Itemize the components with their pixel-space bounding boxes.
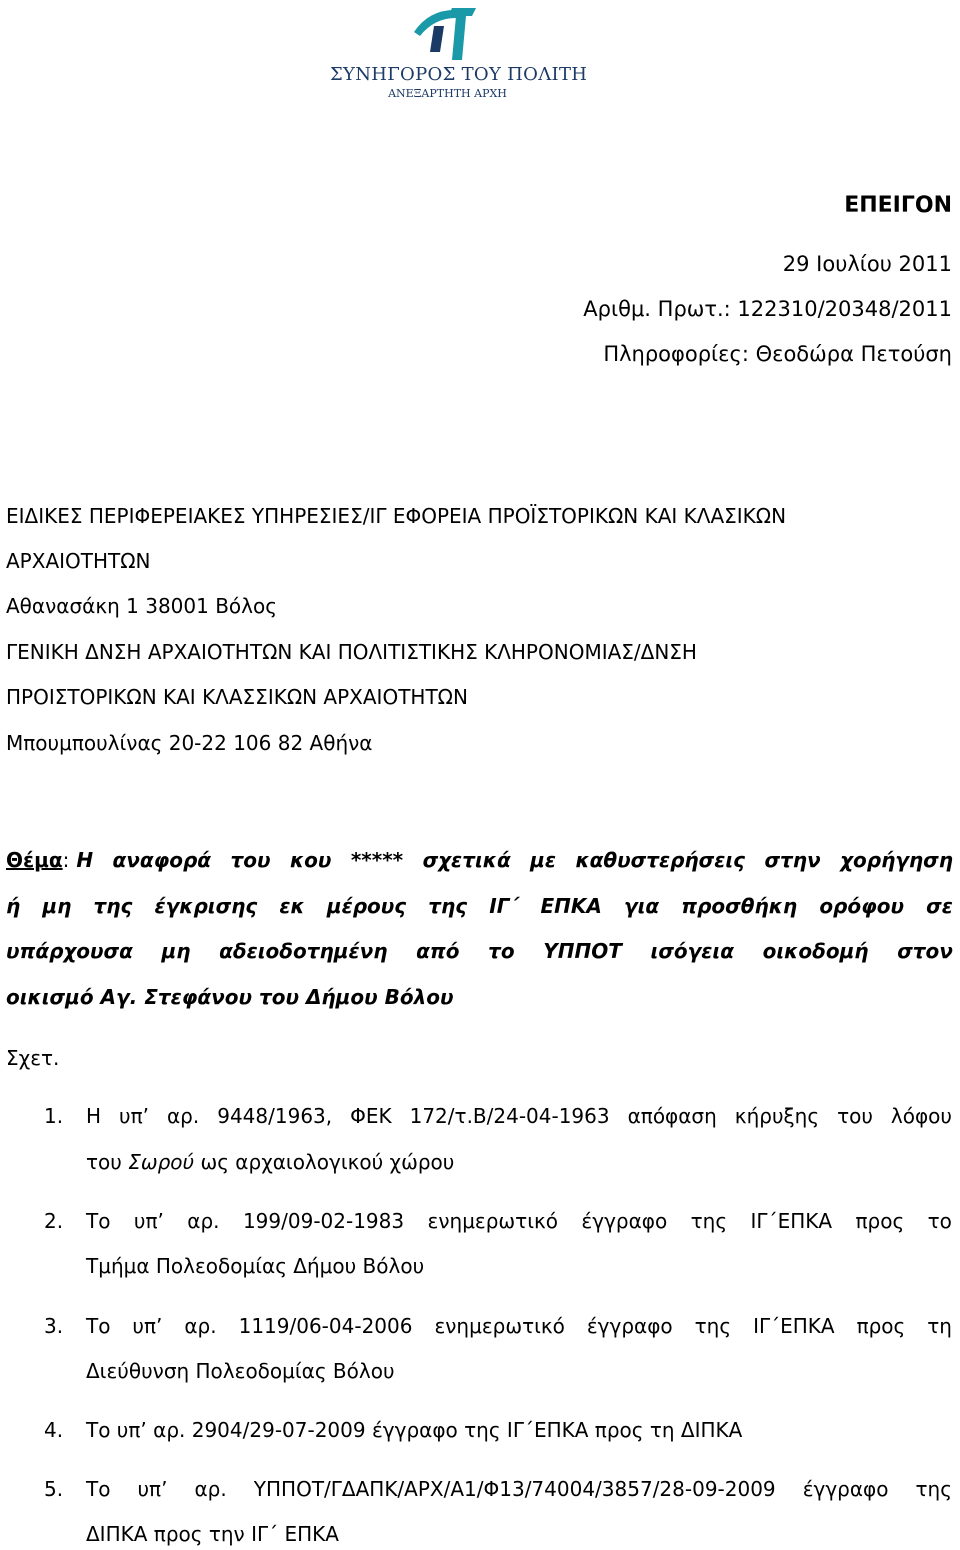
- subject-word: καθυστερήσεις: [575, 848, 746, 872]
- reference-word: προς: [855, 1209, 905, 1233]
- subject-word: οικοδομή: [762, 939, 869, 963]
- reference-word: υπ’: [137, 1477, 168, 1501]
- reference-number: 2.: [44, 1209, 64, 1233]
- reference-word: 1119/06-04-2006: [238, 1314, 413, 1338]
- subject-word: από: [416, 939, 460, 963]
- place-name-italic: Σωρού: [128, 1150, 195, 1174]
- subject-word: προσθήκη: [681, 894, 798, 918]
- reference-word: υπ’: [119, 1104, 150, 1128]
- reference-line: [86, 1104, 952, 1128]
- reference-number: 4.: [44, 1418, 64, 1442]
- subject-word: σχετικά: [422, 848, 511, 872]
- subject-word: της: [93, 894, 133, 918]
- subject-line: [6, 939, 953, 963]
- subject-line: οικισμό Αγ. Στεφάνου του Δήμου Βόλου: [6, 985, 454, 1009]
- subject-line: [6, 848, 953, 872]
- subject-word: ΕΠΚΑ: [540, 894, 602, 918]
- subject-word: αδειοδοτημένη: [219, 939, 388, 963]
- subject-word: μη: [42, 894, 72, 918]
- subject-word: ορόφου: [819, 894, 904, 918]
- reference-word: της: [694, 1314, 732, 1338]
- reference-word: έγγραφο: [802, 1477, 889, 1501]
- reference-word: έγγραφο: [581, 1209, 668, 1233]
- reference-word: του: [837, 1104, 873, 1128]
- reference-word: 9448/1963,: [217, 1104, 333, 1128]
- logo-subtitle: ΑΝΕΞΑΡΤΗΤΗ ΑΡΧΗ: [388, 87, 507, 100]
- reference-word: αρ.: [184, 1314, 217, 1338]
- reference-word: ενημερωτικό: [427, 1209, 558, 1233]
- subject-word: ΥΠΠΟΤ: [543, 939, 622, 963]
- subject-word: με: [530, 848, 556, 872]
- reference-line-justified: [86, 1209, 952, 1233]
- subject-head: [6, 848, 93, 872]
- reference-word: αρ.: [187, 1209, 220, 1233]
- reference-word: τη: [927, 1314, 952, 1338]
- reference-word: κήρυξης: [734, 1104, 820, 1128]
- reference-word: της: [915, 1477, 952, 1501]
- reference-number: 3.: [44, 1314, 64, 1338]
- protocol-number: Αριθμ. Πρωτ.: 122310/20348/2011: [583, 297, 952, 321]
- reference-line: Διεύθυνση Πολεοδομίας Βόλου: [86, 1359, 395, 1383]
- reference-word: υπ’: [132, 1314, 163, 1338]
- recipient-line: ΕΙΔΙΚΕΣ ΠΕΡΙΦΕΡΕΙΑΚΕΣ ΥΠΗΡΕΣΙΕΣ/ΙΓ ΕΦΟΡΕΙΑ ΠΡΟΪΣΤΟΡΙΚΩΝ ΚΑΙ ΚΛΑΣΙΚΩΝ: [6, 504, 787, 528]
- references-label: Σχετ.: [6, 1046, 60, 1070]
- reference-line: [86, 1477, 952, 1501]
- subject-line-justified: [6, 939, 953, 963]
- urgency-label: ΕΠΕΙΓΟΝ: [844, 193, 952, 218]
- subject-word: ΙΓ΄: [489, 894, 519, 918]
- reference-word: το: [927, 1209, 952, 1233]
- reference-word: αρ.: [167, 1104, 200, 1128]
- reference-word: Το: [86, 1209, 111, 1233]
- reference-line: ΔΙΠΚΑ προς την ΙΓ΄ ΕΠΚΑ: [86, 1522, 339, 1546]
- reference-text: ως αρχαιολογικού χώρου: [194, 1150, 455, 1174]
- subject-label: Θέμα: [6, 848, 63, 872]
- recipient-line: ΑΡΧΑΙΟΤΗΤΩΝ: [6, 549, 151, 573]
- reference-word: ενημερωτικό: [434, 1314, 565, 1338]
- reference-word: έγγραφο: [586, 1314, 673, 1338]
- info-contact: Πληροφορίες: Θεοδώρα Πετούση: [603, 342, 952, 366]
- subject-word: αναφορά: [112, 848, 212, 872]
- reference-word: απόφαση: [627, 1104, 717, 1128]
- subject-line-justified: [6, 848, 953, 872]
- reference-word: 199/09-02-1983: [242, 1209, 405, 1233]
- reference-word: ΦΕΚ: [350, 1104, 392, 1128]
- reference-word: Το: [86, 1477, 111, 1501]
- reference-word: Το: [86, 1314, 111, 1338]
- ombudsman-emblem-icon: [412, 4, 484, 62]
- reference-line: Τμήμα Πολεοδομίας Δήμου Βόλου: [86, 1254, 425, 1278]
- subject-word: *****: [350, 848, 404, 872]
- reference-line: Το υπ’ αρ. 2904/29-07-2009 έγγραφο της ΙΓ΄ΕΠΚΑ προς τη ΔΙΠΚΑ: [86, 1418, 743, 1442]
- reference-word: Η: [86, 1104, 102, 1128]
- subject-word: του: [230, 848, 271, 872]
- subject-colon: :: [62, 848, 70, 872]
- subject-word: ή: [6, 894, 21, 918]
- subject-word: έγκρισης: [154, 894, 258, 918]
- subject-line-justified: [6, 894, 953, 918]
- reference-number: 1.: [44, 1104, 64, 1128]
- subject-word: στον: [897, 939, 953, 963]
- reference-word: λόφου: [890, 1104, 952, 1128]
- subject-word: της: [428, 894, 468, 918]
- reference-word: υπ’: [133, 1209, 164, 1233]
- reference-line: [86, 1150, 454, 1174]
- recipient-line: ΠΡΟΙΣΤΟΡΙΚΩΝ ΚΑΙ ΚΛΑΣΣΙΚΩΝ ΑΡΧΑΙΟΤΗΤΩΝ: [6, 685, 468, 709]
- reference-word: προς: [856, 1314, 906, 1338]
- subject-word: για: [623, 894, 660, 918]
- subject-word: υπάρχουσα: [6, 939, 133, 963]
- subject-word: εκ: [279, 894, 305, 918]
- subject-word: μέρους: [326, 894, 407, 918]
- reference-word: αρ.: [194, 1477, 227, 1501]
- subject-word: σε: [926, 894, 953, 918]
- reference-word: ΙΓ΄ΕΠΚΑ: [750, 1209, 833, 1233]
- logo-title: ΣΥΝΗΓΟΡΟΣ ΤΟΥ ΠΟΛΙΤΗ: [330, 64, 588, 85]
- reference-number: 5.: [44, 1477, 64, 1501]
- reference-word: της: [690, 1209, 728, 1233]
- reference-text: του: [86, 1150, 129, 1174]
- subject-line: [6, 894, 953, 918]
- reference-line-justified: [86, 1314, 952, 1338]
- document-date: 29 Ιουλίου 2011: [782, 252, 952, 276]
- subject-word: στην: [764, 848, 821, 872]
- subject-word: Η: [76, 848, 94, 872]
- recipient-line: ΓΕΝΙΚΗ ΔΝΣΗ ΑΡΧΑΙΟΤΗΤΩΝ ΚΑΙ ΠΟΛΙΤΙΣΤΙΚΗΣ ΚΛΗΡΟΝΟΜΙΑΣ/ΔΝΣΗ: [6, 640, 697, 664]
- reference-word: 172/τ.Β/24-04-1963: [409, 1104, 610, 1128]
- reference-line-justified: [86, 1104, 952, 1128]
- ombudsman-logo: [330, 4, 588, 104]
- reference-line: [86, 1314, 952, 1338]
- recipient-line: Αθανασάκη 1 38001 Βόλος: [6, 594, 277, 618]
- subject-word: μη: [161, 939, 191, 963]
- reference-line-justified: [86, 1477, 952, 1501]
- subject-word: κου: [289, 848, 332, 872]
- subject-word: το: [488, 939, 515, 963]
- reference-word: ΙΓ΄ΕΠΚΑ: [753, 1314, 835, 1338]
- reference-word: ΥΠΠΟΤ/ΓΔΑΠΚ/ΑΡΧ/Α1/Φ13/74004/3857/28-09-2009: [253, 1477, 776, 1501]
- subject-word: χορήγηση: [840, 848, 953, 872]
- recipient-line: Μπουμπουλίνας 20-22 106 82 Αθήνα: [6, 731, 373, 755]
- subject-word: ισόγεια: [650, 939, 734, 963]
- reference-line: [86, 1209, 952, 1233]
